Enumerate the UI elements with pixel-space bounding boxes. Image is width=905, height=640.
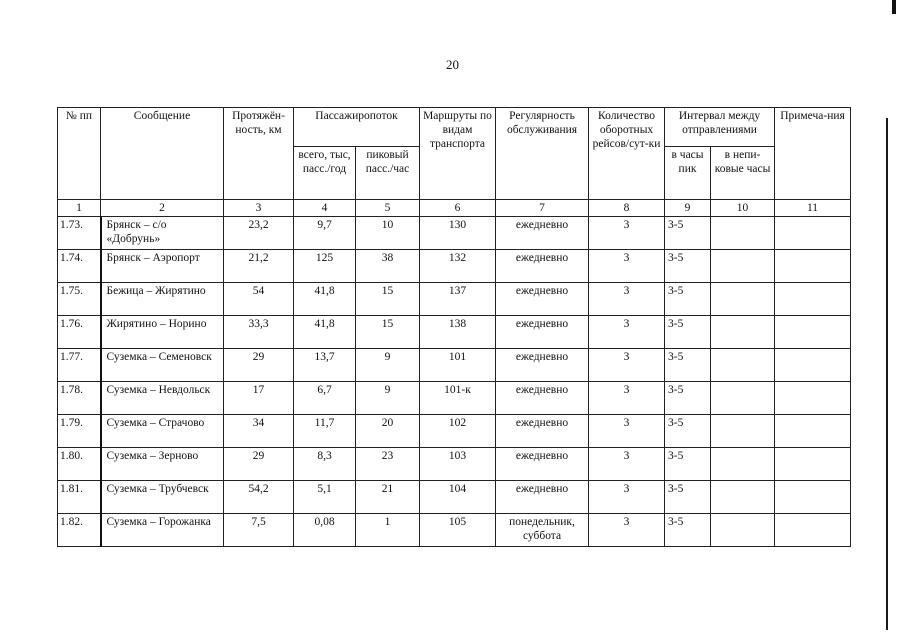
row-trips: 3 <box>589 514 665 547</box>
header-regularity: Регулярность обслуживания <box>496 108 589 200</box>
row-route-no: 103 <box>420 448 496 481</box>
row-interval-peak: 3-5 <box>665 514 711 547</box>
row-route-no: 101 <box>420 349 496 382</box>
column-number: 10 <box>711 200 775 217</box>
row-route: Суземка – Зерново <box>101 448 224 481</box>
row-interval-peak: 3-5 <box>665 250 711 283</box>
row-length: 7,5 <box>224 514 294 547</box>
row-flow-peak: 1 <box>356 514 420 547</box>
row-flow-total: 8,3 <box>294 448 356 481</box>
row-notes <box>775 481 851 514</box>
row-route-no: 132 <box>420 250 496 283</box>
row-interval-peak: 3-5 <box>665 316 711 349</box>
row-interval-offpeak <box>711 250 775 283</box>
row-interval-peak: 3-5 <box>665 349 711 382</box>
row-regularity: ежедневно <box>496 250 589 283</box>
table-row <box>58 382 851 415</box>
column-number: 3 <box>224 200 294 217</box>
header-interval: Интервал между отправлениями <box>665 108 775 147</box>
row-route: Суземка – Невдольск <box>101 382 224 415</box>
row-num: 1.79. <box>58 415 101 448</box>
row-flow-total: 9,7 <box>294 217 356 250</box>
row-length: 29 <box>224 448 294 481</box>
row-num: 1.80. <box>58 448 101 481</box>
row-notes <box>775 283 851 316</box>
row-route: Суземка – Семеновск <box>101 349 224 382</box>
scan-edge-mark <box>892 0 896 14</box>
row-interval-peak: 3-5 <box>665 415 711 448</box>
row-route-no: 137 <box>420 283 496 316</box>
row-num: 1.78. <box>58 382 101 415</box>
header-interval-peak: в часы пик <box>665 147 711 200</box>
header-notes: Примеча-ния <box>775 108 851 200</box>
row-interval-peak: 3-5 <box>665 448 711 481</box>
row-route: Брянск – с/о «Добрунь» <box>101 217 224 250</box>
row-flow-peak: 23 <box>356 448 420 481</box>
row-route: Суземка – Горожанка <box>101 514 224 547</box>
column-number: 1 <box>58 200 101 217</box>
page-number: 20 <box>446 57 459 72</box>
column-number: 2 <box>101 200 224 217</box>
header-interval-offpeak: в непи-ковые часы <box>711 147 775 200</box>
row-length: 21,2 <box>224 250 294 283</box>
row-route: Суземка – Страчово <box>101 415 224 448</box>
table-row <box>58 514 851 547</box>
header-flow-peak: пиковый пасс./час <box>356 147 420 200</box>
row-interval-offpeak <box>711 217 775 250</box>
row-regularity: ежедневно <box>496 448 589 481</box>
row-length: 33,3 <box>224 316 294 349</box>
table-row <box>58 217 851 250</box>
row-num: 1.76. <box>58 316 101 349</box>
row-route-no: 130 <box>420 217 496 250</box>
row-flow-total: 125 <box>294 250 356 283</box>
row-trips: 3 <box>589 283 665 316</box>
row-length: 23,2 <box>224 217 294 250</box>
row-flow-peak: 9 <box>356 349 420 382</box>
row-interval-offpeak <box>711 481 775 514</box>
header-routes: Маршруты по видам транспорта <box>420 108 496 200</box>
row-route-no: 104 <box>420 481 496 514</box>
row-length: 54 <box>224 283 294 316</box>
row-interval-offpeak <box>711 415 775 448</box>
row-route: Суземка – Трубчевск <box>101 481 224 514</box>
row-trips: 3 <box>589 250 665 283</box>
row-regularity: понедельник, суббота <box>496 514 589 547</box>
row-regularity: ежедневно <box>496 382 589 415</box>
row-flow-total: 5,1 <box>294 481 356 514</box>
row-regularity: ежедневно <box>496 415 589 448</box>
row-route: Бежица – Жирятино <box>101 283 224 316</box>
route-table <box>57 107 851 547</box>
table-row <box>58 316 851 349</box>
row-flow-peak: 15 <box>356 283 420 316</box>
column-number: 4 <box>294 200 356 217</box>
header-trips: Количество оборотных рейсов/сут-ки <box>589 108 665 200</box>
row-regularity: ежедневно <box>496 217 589 250</box>
row-num: 1.74. <box>58 250 101 283</box>
row-route: Жирятино – Норино <box>101 316 224 349</box>
column-number: 7 <box>496 200 589 217</box>
column-number: 9 <box>665 200 711 217</box>
row-interval-offpeak <box>711 514 775 547</box>
table-row <box>58 283 851 316</box>
row-num: 1.81. <box>58 481 101 514</box>
row-num: 1.73. <box>58 217 101 250</box>
row-route-no: 105 <box>420 514 496 547</box>
row-flow-total: 13,7 <box>294 349 356 382</box>
column-number: 11 <box>775 200 851 217</box>
row-interval-peak: 3-5 <box>665 481 711 514</box>
column-number: 8 <box>589 200 665 217</box>
header-flow-total: всего, тыс, пасс./год <box>294 147 356 200</box>
row-trips: 3 <box>589 481 665 514</box>
row-notes <box>775 514 851 547</box>
row-flow-peak: 15 <box>356 316 420 349</box>
column-number: 5 <box>356 200 420 217</box>
row-length: 54,2 <box>224 481 294 514</box>
row-flow-peak: 9 <box>356 382 420 415</box>
table-row <box>58 349 851 382</box>
row-interval-offpeak <box>711 382 775 415</box>
row-flow-total: 11,7 <box>294 415 356 448</box>
row-trips: 3 <box>589 382 665 415</box>
row-interval-offpeak <box>711 316 775 349</box>
row-flow-total: 6,7 <box>294 382 356 415</box>
row-num: 1.75. <box>58 283 101 316</box>
row-interval-offpeak <box>711 448 775 481</box>
row-flow-peak: 10 <box>356 217 420 250</box>
row-flow-peak: 21 <box>356 481 420 514</box>
row-route: Брянск – Аэропорт <box>101 250 224 283</box>
row-trips: 3 <box>589 415 665 448</box>
scan-edge-line <box>886 118 888 630</box>
row-interval-peak: 3-5 <box>665 382 711 415</box>
row-length: 17 <box>224 382 294 415</box>
row-num: 1.82. <box>58 514 101 547</box>
row-regularity: ежедневно <box>496 481 589 514</box>
column-number: 6 <box>420 200 496 217</box>
row-trips: 3 <box>589 217 665 250</box>
row-route-no: 138 <box>420 316 496 349</box>
row-route-no: 102 <box>420 415 496 448</box>
row-notes <box>775 217 851 250</box>
row-notes <box>775 349 851 382</box>
row-trips: 3 <box>589 349 665 382</box>
row-notes <box>775 448 851 481</box>
header-num: № пп <box>58 108 101 200</box>
column-number-row <box>58 200 851 217</box>
row-flow-total: 0,08 <box>294 514 356 547</box>
table-row <box>58 250 851 283</box>
row-notes <box>775 250 851 283</box>
header-length: Протяжён-ность, км <box>224 108 294 200</box>
row-route-no: 101-к <box>420 382 496 415</box>
row-num: 1.77. <box>58 349 101 382</box>
row-interval-peak: 3-5 <box>665 283 711 316</box>
row-flow-peak: 20 <box>356 415 420 448</box>
table-row <box>58 448 851 481</box>
header-passenger-flow: Пассажиропоток <box>294 108 420 147</box>
row-flow-total: 41,8 <box>294 283 356 316</box>
row-length: 29 <box>224 349 294 382</box>
row-trips: 3 <box>589 448 665 481</box>
row-trips: 3 <box>589 316 665 349</box>
row-notes <box>775 415 851 448</box>
row-flow-total: 41,8 <box>294 316 356 349</box>
row-regularity: ежедневно <box>496 349 589 382</box>
row-notes <box>775 382 851 415</box>
table-row <box>58 415 851 448</box>
table-row <box>58 481 851 514</box>
row-notes <box>775 316 851 349</box>
row-length: 34 <box>224 415 294 448</box>
row-interval-peak: 3-5 <box>665 217 711 250</box>
row-regularity: ежедневно <box>496 283 589 316</box>
row-flow-peak: 38 <box>356 250 420 283</box>
header-route: Сообщение <box>101 108 224 200</box>
row-interval-offpeak <box>711 349 775 382</box>
row-regularity: ежедневно <box>496 316 589 349</box>
row-interval-offpeak <box>711 283 775 316</box>
